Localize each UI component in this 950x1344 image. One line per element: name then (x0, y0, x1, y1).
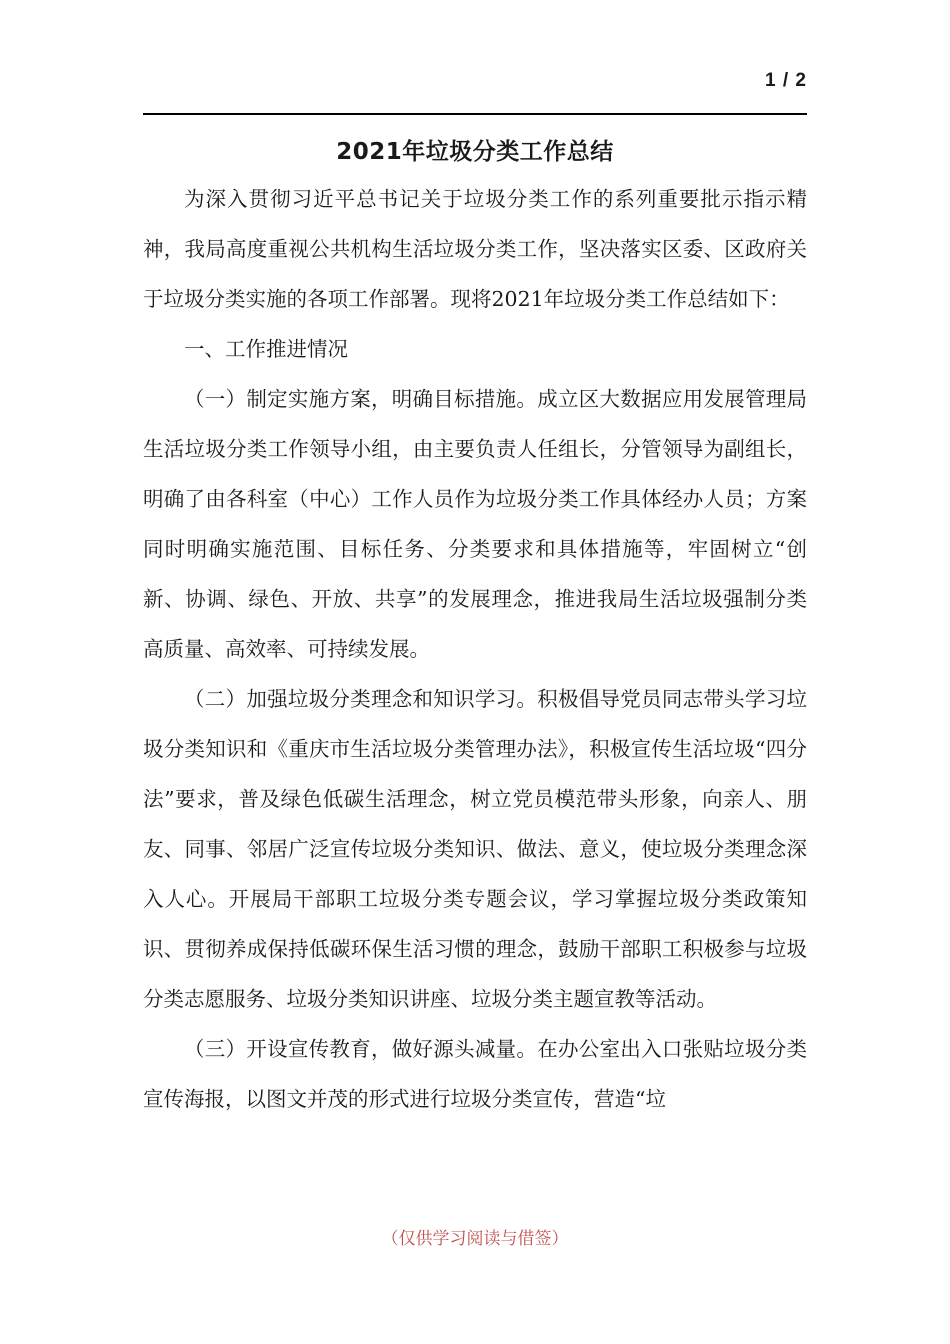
paragraph-intro: 为深入贯彻习近平总书记关于垃圾分类工作的系列重要批示指示精神，我局高度重视公共机构生活垃圾分类工作，坚决落实区委、区政府关于垃圾分类实施的各项工作部署。现将2021年垃圾分类工作总结如下： (143, 187, 807, 311)
page-number: 1 / 2 (765, 70, 807, 91)
paragraph-item-3: （三）开设宣传教育，做好源头减量。在办公室出入口张贴垃圾分类宣传海报，以图文并茂的形式进行垃圾分类宣传，营造“垃 (143, 1037, 807, 1111)
footer-note: （仅供学习阅读与借签） (381, 1229, 569, 1249)
document-title: 2021年垃圾分类工作总结 (336, 139, 614, 165)
paragraph-item-2: （二）加强垃圾分类理念和知识学习。积极倡导党员同志带头学习垃圾分类知识和《重庆市生活垃圾分类管理办法》，积极宣传生活垃圾“四分法”要求，普及绿色低碳生活理念，树立党员模范带头形象，向亲人、朋友、同事、邻居广泛宣传垃圾分类知识、做法、意义，使垃圾分类理念深入人心。开展局干部职工垃圾分类专题会议，学习掌握垃圾分类政策知识、贯彻养成保持低碳环保生活习惯的理念，鼓励干部职工积极参与垃圾分类志愿服务、垃圾分类知识讲座、垃圾分类主题宣教等活动。 (143, 687, 807, 1011)
document-body (143, 174, 807, 1124)
header-divider (143, 113, 807, 115)
paragraph-item-1: （一）制定实施方案，明确目标措施。成立区大数据应用发展管理局生活垃圾分类工作领导小组，由主要负责人任组长，分管领导为副组长，明确了由各科室（中心）工作人员作为垃圾分类工作具体经办人员；方案同时明确实施范围、目标任务、分类要求和具体措施等，牢固树立“创新、协调、绿色、开放、共享”的发展理念，推进我局生活垃圾强制分类高质量、高效率、可持续发展。 (143, 387, 807, 661)
section-heading: 一、工作推进情况 (184, 337, 348, 361)
